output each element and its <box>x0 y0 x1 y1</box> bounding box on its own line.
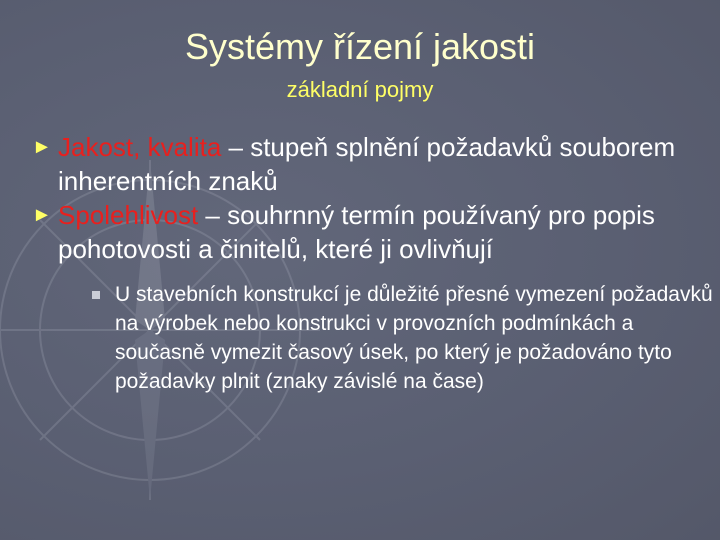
slide-title: Systémy řízení jakosti <box>184 26 536 67</box>
right-triangle-icon: ► <box>32 204 52 226</box>
square-bullet-icon <box>92 291 100 299</box>
right-triangle-icon: ► <box>32 136 52 158</box>
bullet-term: Jakost, kvalita <box>58 132 222 162</box>
sub-bullet-text: U stavebních konstrukcí je důležité přesné vymezení požadavků na výrobek nebo konstrukci v provozních podmínkách a současně vymezit časový úsek, po který je požadováno tyto požadavky plnit (znaky závislé na čase) <box>115 283 713 393</box>
slide-subtitle: základní pojmy <box>286 77 434 102</box>
bullet-item <box>32 198 713 396</box>
sub-bullet-item <box>58 280 715 396</box>
bullet-item <box>32 130 692 198</box>
bullet-list <box>32 130 713 396</box>
bullet-text: – souhrnný termín používaný pro popis pohotovosti a činitelů, které ji ovlivňují <box>58 200 655 264</box>
sub-bullet-list <box>58 280 713 396</box>
bullet-term: Spolehlivost <box>58 200 199 230</box>
bullet-text: – stupeň splnění požadavků souborem inherentních znaků <box>58 132 676 196</box>
